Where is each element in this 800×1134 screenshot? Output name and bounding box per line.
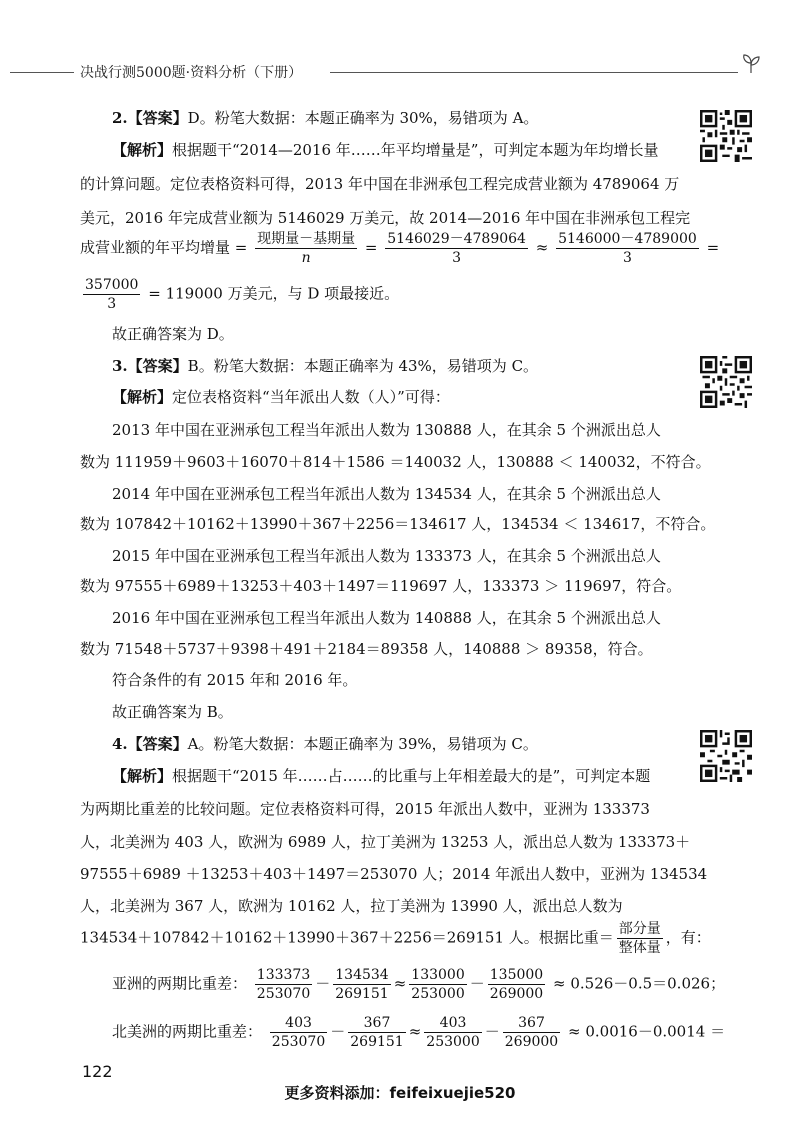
asia-label: 亚洲的两期比重差：: [112, 974, 248, 993]
q3-2016-line: 2016 年中国在亚洲承包工程当年派出人数为 140888 人，在其余 5 个洲派出总人: [112, 609, 661, 627]
q3-2013-line: 数为 111959＋9603＋16070＋814＋1586 ＝140032 人，130888 ＜ 140032，不符合。: [80, 453, 711, 471]
q3-2013-line: 2013 年中国在亚洲承包工程当年派出人数为 130888 人，在其余 5 个洲派出总人: [112, 421, 661, 439]
q2-conclusion: 故正确答案为 D。: [112, 325, 234, 343]
q3-2014-line: 数为 107842＋10162＋13990＋367＋2256＝134617 人，134534 ＜ 134617，不符合。: [80, 515, 716, 533]
q3-answer-label: 3.【答案】: [112, 357, 188, 375]
q2-text-line: 美元，2016 年完成营业额为 5146029 万美元，故 2014—2016 年中国在非洲承包工程完: [80, 209, 691, 227]
q2-result: [80, 276, 399, 313]
q3-summary: 符合条件的有 2015 年和 2016 年。: [112, 671, 358, 689]
q4-answer-label: 4.【答案】: [112, 735, 188, 753]
qr-code-icon[interactable]: [700, 730, 752, 782]
q2-answer-label: 2.【答案】: [112, 109, 188, 127]
fraction: $\frac{403}{253000}$: [426, 1015, 480, 1050]
fraction: $\frac{\text{部分量}}{\text{整体量}}$: [618, 921, 661, 956]
q3-2016-line: 数为 71548＋5737＋9398＋491＋2184＝89358 人，140888 ＞ 89358，符合。: [80, 640, 653, 658]
q2-formula-prefix: 成营业额的年平均增量 =: [80, 238, 248, 257]
fraction: $\frac{367}{269000}$: [504, 1015, 559, 1050]
q3-analysis-label: 【解析】: [112, 388, 173, 406]
q3-2014-line: 2014 年中国在亚洲承包工程当年派出人数为 134534 人，在其余 5 个洲派出总人: [112, 485, 661, 503]
q4-na-formula: 北美洲的两期比重差： $\frac{403}{253070}$ － $\frac{367}{269151}$ ≈ $\frac{403}{253000}$ － $\frac{367}{269000}$ ≈ 0.0016－0.0014 ＝: [112, 1015, 726, 1050]
q3-analysis-line: [80, 381, 680, 413]
fraction: $\frac{135000}{269000}$: [489, 967, 544, 1002]
q4-text-line: 人，北美洲为 367 人，欧洲为 10162 人，拉丁美洲为 13990 人，派出总人数为: [80, 897, 623, 915]
fraction: $\frac{134534}{269151}$: [335, 967, 389, 1002]
q3-analysis-text: 定位表格资料“当年派出人数（人）”可得：: [172, 388, 450, 406]
header-rule-right: [330, 72, 738, 73]
fraction: $\frac{\text{现期量－基期量}}{n}$: [257, 231, 356, 266]
q4-text-line: 97555＋6989 ＋13253＋403＋1497＝253070 人；2014 年派出人数中，亚洲为 134534: [80, 865, 708, 883]
q3-conclusion: 故正确答案为 B。: [112, 703, 233, 721]
q4-analysis-text: 根据题干“2015 年……占……的比重与上年相差最大的是”，可判定本题: [172, 767, 651, 785]
q2-formula: 成营业额的年平均增量 = $\frac{\text{现期量－基期量}}{n}$ = $\frac{5146029-4789064}{3}$ ≈ $\frac{5146000-4789000}{3}$ =: [80, 231, 720, 266]
q2-answer-text: D。粉笔大数据：本题正确率为 30%，易错项为 A。: [187, 109, 539, 127]
asia-result: ≈ 0.526－0.5＝0.026；: [553, 974, 726, 993]
q4-answer-text: A。粉笔大数据：本题正确率为 39%，易错项为 C。: [187, 735, 538, 753]
running-header: 决战行测5000题·资料分析（下册）: [80, 65, 303, 81]
fraction: $\frac{5146000-4789000}{3}$: [558, 231, 697, 266]
fraction: $\frac{133373}{253070}$: [256, 967, 311, 1002]
q2-result-text: = 119000 万美元，与 D 项最接近。: [148, 284, 400, 303]
q4-text-line: 为两期比重差的比较问题。定位表格资料可得，2015 年派出人数中，亚洲为 133373: [80, 800, 650, 818]
fraction: $\frac{367}{269151}$: [350, 1015, 404, 1050]
footer-note: 更多资料添加：feifeixuejie520: [284, 1084, 516, 1102]
fraction: $\frac{403}{253070}$: [271, 1015, 326, 1050]
fraction: $\frac{5146029-4789064}{3}$: [387, 231, 526, 266]
na-label: 北美洲的两期比重差：: [112, 1022, 263, 1041]
na-result: ≈ 0.0016－0.0014 ＝: [568, 1022, 726, 1041]
q3-answer-text: B。粉笔大数据：本题正确率为 43%，易错项为 C。: [187, 357, 539, 375]
page-number: 122: [82, 1062, 113, 1081]
header-rule-left: [10, 72, 74, 73]
q3-2015-line: 2015 年中国在亚洲承包工程当年派出人数为 133373 人，在其余 5 个洲派出总人: [112, 547, 661, 565]
q2-text-line: 的计算问题。定位表格资料可得，2013 年中国在非洲承包工程完成营业额为 4789064 万: [80, 175, 680, 193]
sprout-icon: [740, 52, 762, 74]
q4-text-line: 134534＋107842＋10162＋13990＋367＋2256＝269151 人。根据比重＝ $\frac{\text{部分量}}{\text{整体量}}$ ，有：: [80, 921, 711, 956]
fraction: $\frac{133000}{253000}$: [411, 967, 465, 1002]
q4-text-line: 人，北美洲为 403 人，欧洲为 6989 人，拉丁美洲为 13253 人，派出总人数为 133373＋: [80, 833, 691, 851]
q4-answer: [80, 728, 680, 760]
q2-analysis-label: 【解析】: [112, 141, 173, 159]
q4-asia-formula: 亚洲的两期比重差： $\frac{133373}{253070}$ － $\frac{134534}{269151}$ ≈ $\frac{133000}{253000}$ － $\frac{135000}{269000}$ ≈ 0.526－0.5＝0.026；: [112, 967, 726, 1002]
fraction: $\frac{357000}{3}$: [85, 277, 139, 312]
q4-analysis-label: 【解析】: [112, 767, 173, 785]
q2-analysis-line: [80, 134, 680, 166]
qr-code-icon[interactable]: [700, 356, 752, 408]
q4-analysis-line: [80, 760, 680, 792]
qr-code-icon[interactable]: [700, 110, 752, 162]
q2-analysis-text: 根据题干“2014—2016 年……年平均增量是”，可判定本题为年均增长量: [172, 141, 659, 159]
q3-2015-line: 数为 97555＋6989＋13253＋403＋1497＝119697 人，133373 ＞ 119697，符合。: [80, 577, 682, 595]
q3-answer: [80, 350, 680, 382]
q2-answer: [80, 102, 680, 134]
